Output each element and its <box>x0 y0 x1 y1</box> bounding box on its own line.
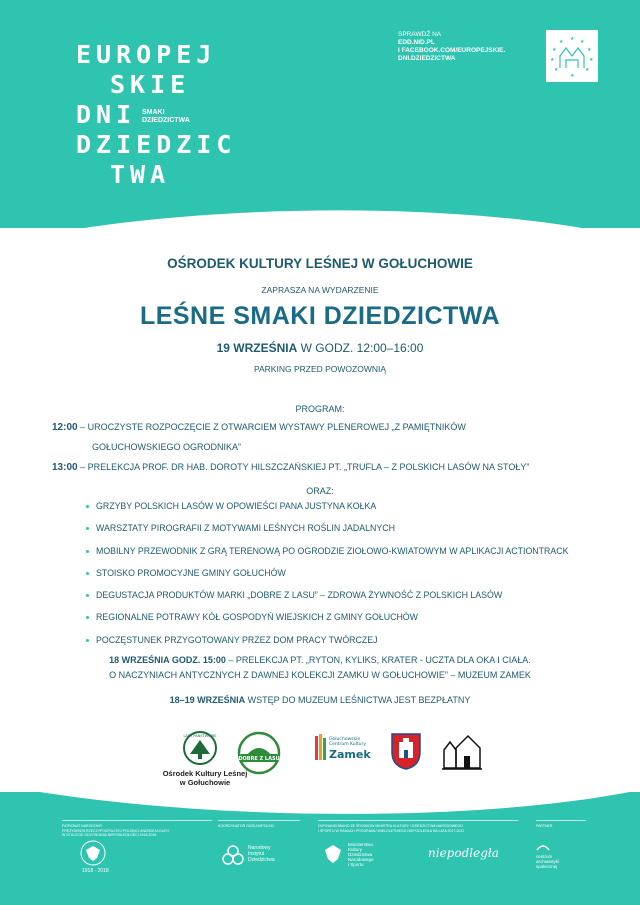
list-item: MOBILNY PRZEWODNIK Z GRĄ TERENOWĄ PO OGRODZIE ZIOŁOWO-KWIATOWYM W APLIKACJI ACTIONTRACK <box>86 540 568 562</box>
activities-list <box>86 495 568 651</box>
bullet-icon <box>86 594 89 597</box>
footer <box>0 812 640 902</box>
nid-name: Narodowy Instytut Dziedzictwa <box>248 845 275 863</box>
edd-logo: EUROPEJ SKIE DNI DZIEDZIC TWA SMAKI DZIEDZICTWA <box>76 40 237 189</box>
centrum-kultury-zamek-logo <box>313 730 371 766</box>
svg-text:LASY PAŃSTWOWE: LASY PAŃSTWOWE <box>183 734 217 738</box>
svg-text:★: ★ <box>554 67 559 73</box>
european-heritage-emblem <box>545 30 598 82</box>
coordinator-label: KOORDYNATOR OGÓLNOPOLSKI <box>218 824 275 828</box>
svg-text:★: ★ <box>570 36 575 42</box>
svg-text:Gołuchowskie: Gołuchowskie <box>329 737 361 742</box>
dobre-z-lasu-logo <box>236 730 282 776</box>
schedule-item: 12:00 – UROCZYSTE ROZPOCZĘCIE Z OTWARCIEM WYSTAWY PLENEROWEJ „Z PAMIĘTNIKÓW <box>52 422 466 433</box>
svg-text:★: ★ <box>585 67 590 73</box>
list-item: DEGUSTACJA PRODUKTÓW MARKI „DOBRE Z LASU” – ZDROWA ŻYWNOŚĆ Z POLSKICH LASÓW <box>86 584 568 606</box>
svg-text:★: ★ <box>580 39 585 45</box>
extra-event-2: 18–19 WRZEŚNIA WSTĘP DO MUZEUM LEŚNICTWA JEST BEZPŁATNY <box>169 695 471 705</box>
coat-of-arms-icon <box>390 732 422 770</box>
bullet-icon <box>86 616 89 619</box>
svg-text:★: ★ <box>570 73 575 79</box>
extra-event-1: 18 WRZEŚNIA GODZ. 15:00 – PRELEKCJA PT. „RYTON, KYLIKS, KRATER - UCZTA DLA OKA I CIAŁA. <box>109 655 531 665</box>
also-label: ORAZ: <box>306 486 334 496</box>
stars-emblem-icon <box>546 30 598 82</box>
logo-tagline: SMAKI DZIEDZICTWA <box>142 109 190 124</box>
bullet-icon <box>86 550 89 553</box>
bullet-icon <box>86 572 89 575</box>
parking-info: PARKING PRZED POWOZOWNIĄ <box>253 364 387 374</box>
svg-text:★: ★ <box>587 47 592 53</box>
list-item: WARSZTATY PIROGRAFII Z MOTYWAMI LEŚNYCH ROŚLIN JADALNYCH <box>86 517 568 539</box>
list-item: STOISKO PROMOCYJNE GMINY GOŁUCHÓW <box>86 562 568 584</box>
eagle-emblem-icon <box>80 840 106 868</box>
svg-text:DOBRE Z LASU: DOBRE Z LASU <box>238 756 280 762</box>
nid-logo-icon <box>222 844 244 866</box>
list-item: GRZYBY POLSKICH LASÓW W OPOWIEŚCI PANA JUSTYNA KOŁKA <box>86 495 568 517</box>
extra-event-1-cont: O NACZYNIACH ANTYCZNYCH Z DAWNEJ KOLEKCJI ZAMKU W GOŁUCHOWIE” – MUZEUM ZAMEK <box>109 670 531 680</box>
svg-text:★: ★ <box>550 57 555 63</box>
bullet-icon <box>86 505 89 508</box>
event-date: 19 WRZEŚNIA W GODZ. 12:00–16:00 <box>216 341 424 355</box>
invites-text: ZAPRASZA NA WYDARZENIE <box>261 285 379 295</box>
cofinanced-text: DOFINANSOWANO ZE ŚRODKÓW MINISTRA KULTURY I DZIEDZICTWA NARODOWEGO I SPORTU W RAMACH PROGRAMU WIELOLETNIEGO NIEPODLEGŁA NA LATA 2017-2022 <box>318 824 465 833</box>
list-item: POCZĘSTUNEK PRZYGOTOWANY PRZEZ DOM PRACY TWÓRCZEJ <box>86 629 568 651</box>
svg-text:★: ★ <box>552 47 557 53</box>
check-info: SPRAWDŹ NA EDD.NID.PL I FACEBOOK.COM/EUROPEJSKIE. DNI.DZIEDZICTWA <box>398 31 506 62</box>
cas-name: centrum archiwistyki społecznej <box>536 854 560 869</box>
schedule-item: 13:00 – PRELEKCJA PROF. DR HAB. DOROTY HILSZCZAŃSKIEJ PT. „TRUFLA – Z POLSKICH LASÓW NA STOŁY” <box>52 462 530 473</box>
list-item: REGIONALNE POTRAWY KÓŁ GOSPODYŃ WIEJSKICH Z GMINY GOŁUCHÓW <box>86 606 568 628</box>
patronage-text: PATRONAT NARODOWY PREZYDENTA RZECZYPOSPOLITEJ POLSKIEJ ANDRZEJA DUDY W STULECIE ODZYSKANIA NIEPODLEGŁOŚCI 1918-2018 <box>62 824 170 837</box>
svg-text:★: ★ <box>589 57 594 63</box>
years-text: 1918 · 2018 <box>82 868 109 874</box>
ministry-name: Ministerstwo Kultury Dziedzictwa Narodowego i Sportu <box>348 842 374 867</box>
program-label: PROGRAM: <box>295 404 345 414</box>
bullet-icon <box>86 527 89 530</box>
ministry-eagle-icon <box>322 842 344 866</box>
niepodlegla-logo: niepodległa <box>428 846 499 860</box>
bullet-icon <box>86 639 89 642</box>
cas-logo-icon <box>536 842 550 852</box>
schedule-item-cont: GOŁUCHOWSKIEGO OGRODNIKA” <box>92 442 242 452</box>
svg-text:Zamek: Zamek <box>329 748 371 761</box>
organizer-name: OŚRODEK KULTURY LEŚNEJ W GOŁUCHOWIE <box>167 256 473 271</box>
muzeum-castle-icon <box>440 728 484 772</box>
event-title: LEŚNE SMAKI DZIEDZICTWA <box>139 302 501 330</box>
lasy-panstwowe-logo <box>176 730 224 770</box>
okl-name: Ośrodek Kultury Leśnej w Gołuchowie <box>162 769 248 787</box>
svg-text:Centrum Kultury: Centrum Kultury <box>329 742 367 747</box>
partner-label: PARTNER <box>536 824 553 828</box>
svg-text:★: ★ <box>559 39 564 45</box>
